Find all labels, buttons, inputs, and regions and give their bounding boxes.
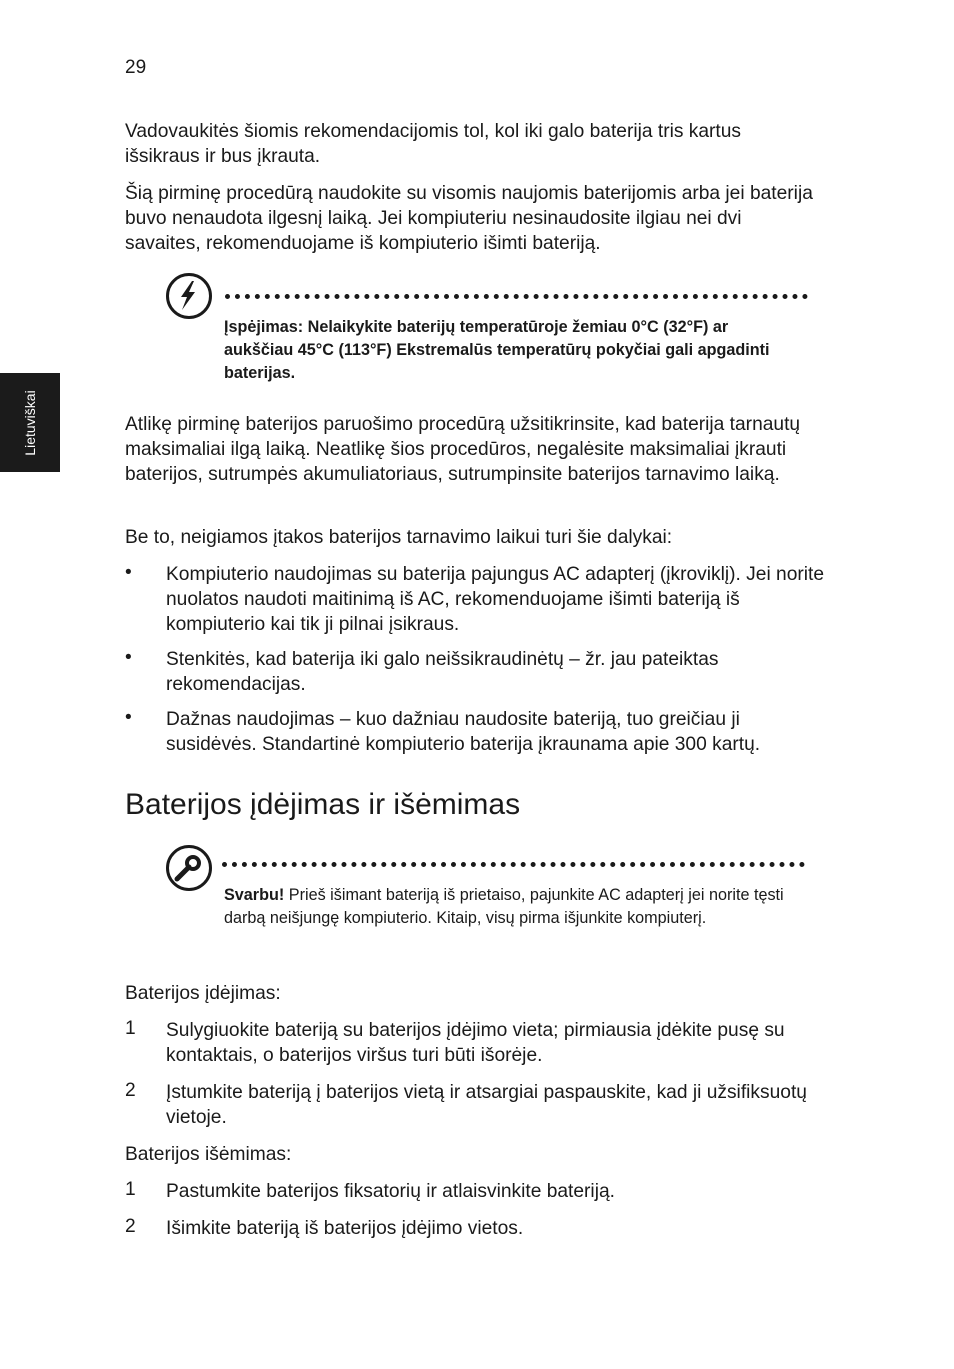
- important-divider: [222, 862, 805, 867]
- step-number: 2: [125, 1080, 136, 1101]
- paragraph-1: Vadovaukitės šiomis rekomendacijomis tol, kol iki galo baterija tris kartus išsikraus ir bus įkrauta.: [125, 121, 742, 167]
- warning-divider: [225, 294, 808, 299]
- paragraph-4: Be to, neigiamos įtakos baterijos tarnavimo laikui turi šie dalykai:: [125, 527, 673, 548]
- insert-title: Baterijos įdėjimas:: [125, 983, 281, 1004]
- side-tab-label: Lietuviškai: [22, 390, 38, 456]
- step-number: 1: [125, 1018, 136, 1039]
- bullet-marker: •: [125, 707, 132, 728]
- insert-step: Įstumkite bateriją į baterijos vietą ir atsargiai paspauskite, kad ji užsifiksuotų vietoje.: [166, 1082, 807, 1128]
- bullet-item: Stenkitės, kad baterija iki galo neišsikraudinėtų – žr. jau pateiktas rekomendacijas.: [166, 649, 719, 695]
- step-number: 1: [125, 1179, 136, 1200]
- language-side-tab: [0, 373, 60, 472]
- paragraph-3: Atlikę pirminę baterijos paruošimo procedūrą užsitikrinsite, kad baterija tarnautų maksimaliai ilgą laiką. Neatlikę šios procedūros, negalėsite maksimaliai įkrauti baterijos, sutrumpės akumuliatoriaus, sutrumpinsite baterijos tarnavimo laiką.: [125, 414, 801, 485]
- bullet-item: Kompiuterio naudojimas su baterija pajungus AC adapterį (įkroviklį). Jei norite nuolatos naudoti maitinimą iš AC, rekomenduojame išimti bateriją iš kompiuterio kai tik ji pilnai įsikraus.: [166, 564, 825, 635]
- remove-step: Išimkite bateriją iš baterijos įdėjimo vietos.: [166, 1218, 524, 1239]
- important-body: Prieš išimant bateriją iš prietaiso, pajunkite AC adapterį jei norite tęsti darbą neišjungę kompiuterio. Kitaip, visų pirma išjunkite kompiuterį.: [224, 886, 784, 927]
- important-text: [224, 884, 794, 930]
- step-number: 2: [125, 1216, 136, 1237]
- bullet-item: Dažnas naudojimas – kuo dažniau naudosite bateriją, tuo greičiau ji susidėvės. Standartinė kompiuterio baterija įkraunama apie 300 kartų.: [166, 709, 761, 755]
- key-icon: [166, 845, 212, 891]
- bullet-marker: •: [125, 647, 132, 668]
- warning-text: Įspėjimas: Nelaikykite baterijų temperatūroje žemiau 0°C (32°F) ar aukščiau 45°C (113°F) Ekstremalūs temperatūrų pokyčiai gali apgadinti baterijas.: [224, 318, 770, 382]
- bullet-marker: •: [125, 562, 132, 583]
- remove-step: Pastumkite baterijos fiksatorių ir atlaisvinkite bateriją.: [166, 1181, 615, 1202]
- important-label: Svarbu!: [224, 886, 285, 904]
- insert-step: Sulygiuokite bateriją su baterijos įdėjimo vieta; pirmiausia įdėkite pusę su kontaktais, o baterijos viršus turi būti išorėje.: [166, 1020, 785, 1066]
- paragraph-2: Šią pirminę procedūrą naudokite su visomis naujomis baterijomis arba jei baterija buvo nenaudota ilgesnį laiką. Jei kompiuteriu nesinaudosite ilgiau nei dvi savaites, rekomenduojame iš kompiuterio išimti bateriją.: [125, 183, 813, 254]
- remove-title: Baterijos išėmimas:: [125, 1144, 292, 1165]
- section-heading: Baterijos įdėjimas ir išėmimas: [125, 788, 521, 821]
- page-number: 29: [125, 57, 147, 78]
- warning-lightning-icon: [166, 273, 212, 319]
